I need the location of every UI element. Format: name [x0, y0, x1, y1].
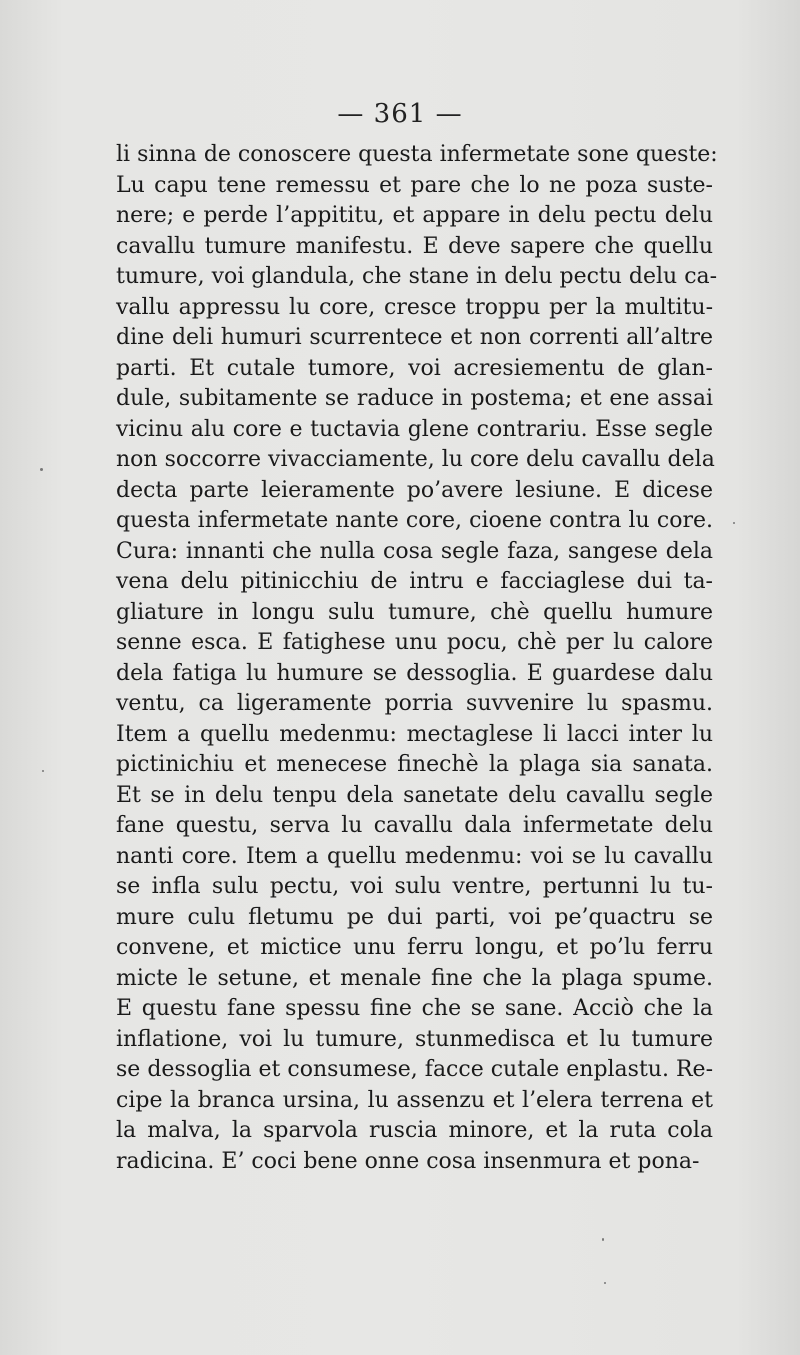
text-line: Cura: innanti che nulla cosa segle faza, sangese dela — [116, 538, 713, 564]
text-line: nanti core. Item a quellu medenmu: voi se lu cavallu — [116, 843, 713, 869]
paper-speck — [733, 522, 735, 524]
text-line: Lu capu tene remessu et pare che lo ne poza suste- — [116, 172, 713, 198]
text-line: non soccorre vivacciamente, lu core delu cavallu dela — [116, 447, 715, 472]
text-line: senne esca. E fatighese unu pocu, chè per lu calore — [116, 630, 713, 655]
text-line: nere; e perde l’appititu, et appare in delu pectu delu — [116, 203, 713, 228]
text-line: mure culu fletumu pe dui parti, voi pe’quactru se — [116, 904, 713, 930]
text-line: Item a quellu medenmu: mectaglese li lacci inter lu — [116, 721, 713, 747]
text-line: ventu, ca ligeramente porria suvvenire lu spasmu. — [116, 691, 713, 716]
text-line: decta parte leieramente po’avere lesiune. E dicese — [116, 477, 713, 503]
text-line: tumure, voi glandula, che stane in delu pectu delu ca- — [116, 264, 718, 289]
text-line: radicina. E’ coci bene onne cosa insenmura et pona- — [116, 1148, 700, 1174]
text-line: parti. Et cutale tumore, voi acresiementu de glan- — [116, 355, 713, 381]
text-line: cipe la branca ursina, lu assenzu et l’elera terrena et — [116, 1087, 713, 1113]
text-line: pictinichiu et menecese finechè la plaga sia sanata. — [116, 752, 713, 777]
text-line: inflatione, voi lu tumure, stunmedisca et lu tumure — [116, 1026, 713, 1052]
paper-speck — [42, 770, 44, 772]
text-line: vicinu alu core e tuctavia glene contrariu. Esse segle — [116, 416, 713, 442]
text-line: cavallu tumure manifestu. E deve sapere che quellu — [116, 233, 713, 259]
text-line: gliature in longu sulu tumure, chè quellu humure — [116, 599, 713, 625]
text-line: micte le setune, et menale fine che la plaga spume. — [116, 965, 713, 991]
paper-speck — [40, 468, 43, 471]
page-number: — 361 — — [337, 99, 463, 129]
paper-speck — [604, 1282, 606, 1284]
text-line: vallu appressu lu core, cresce troppu per la multitu- — [116, 294, 713, 320]
text-line: questa infermetate nante core, cioene contra lu core. — [116, 508, 713, 533]
text-line: se dessoglia et consumese, facce cutale enplastu. Re- — [116, 1057, 713, 1082]
text-line: fane questu, serva lu cavallu dala infermetate delu — [116, 813, 713, 838]
text-line: vena delu pitinicchiu de intru e facciaglese dui ta- — [116, 569, 713, 594]
text-line: dule, subitamente se raduce in postema; et ene assai — [116, 386, 713, 411]
text-line: se infla sulu pectu, voi sulu ventre, pertunni lu tu- — [116, 874, 713, 899]
paper-speck — [602, 1238, 604, 1241]
body-text — [116, 140, 718, 1177]
text-line: la malva, la sparvola ruscia minore, et la ruta cola — [116, 1118, 713, 1143]
text-line: li sinna de conoscere questa infermetate sone queste: — [116, 142, 718, 167]
text-line: dela fatiga lu humure se dessoglia. E guardese dalu — [116, 660, 713, 686]
text-line: E questu fane spessu fine che se sane. Acciò che la — [116, 996, 713, 1021]
text-line: Et se in delu tenpu dela sanetate delu cavallu segle — [116, 782, 713, 808]
text-line: dine deli humuri scurrentece et non correnti all’altre — [116, 325, 713, 350]
text-line: convene, et mictice unu ferru longu, et po’lu ferru — [116, 935, 713, 960]
